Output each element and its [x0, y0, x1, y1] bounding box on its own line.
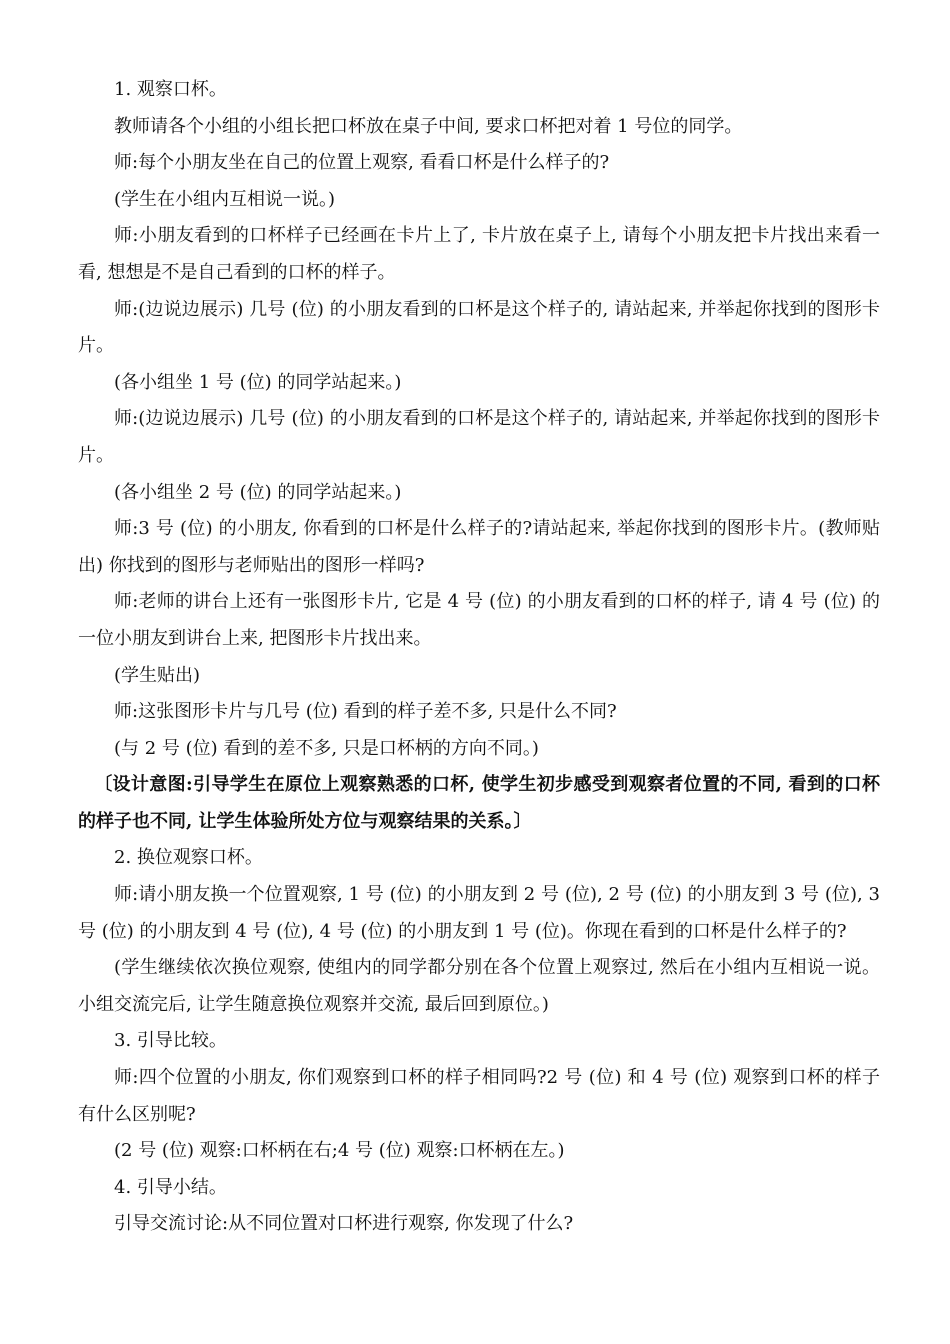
paragraph: (学生继续依次换位观察, 使组内的同学都分别在各个位置上观察过, 然后在小组内互相说一说。小组交流完后, 让学生随意换位观察并交流, 最后回到原位。) — [78, 957, 880, 1015]
heading-guide-compare: 3. 引导比较。 — [114, 1030, 227, 1052]
paragraph: (2 号 (位) 观察:口杯柄在右;4 号 (位) 观察:口杯柄在左。) — [114, 1140, 565, 1162]
paragraph: 教师请各个小组的小组长把口杯放在桌子中间, 要求口杯把对着 1 号位的同学。 — [114, 115, 743, 137]
paragraph: (各小组坐 1 号 (位) 的同学站起来。) — [114, 371, 402, 393]
paragraph: (与 2 号 (位) 看到的差不多, 只是口杯柄的方向不同。) — [114, 737, 539, 759]
design-intent-note: 〔设计意图:引导学生在原位上观察熟悉的口杯, 使学生初步感受到观察者位置的不同, 看到的口杯的样子也不同, 让学生体验所处方位与观察结果的关系。〕 — [78, 774, 880, 832]
paragraph: 引导交流讨论:从不同位置对口杯进行观察, 你发现了什么? — [114, 1213, 574, 1235]
paragraph: 师:3 号 (位) 的小朋友, 你看到的口杯是什么样子的?请站起来, 举起你找到的图形卡片。(教师贴出) 你找到的图形与老师贴出的图形一样吗? — [78, 518, 880, 576]
paragraph: (学生贴出) — [114, 664, 201, 686]
paragraph: 师:这张图形卡片与几号 (位) 看到的样子差不多, 只是什么不同? — [114, 701, 617, 723]
paragraph: (学生在小组内互相说一说。) — [114, 188, 336, 210]
paragraph: 师:小朋友看到的口杯样子已经画在卡片上了, 卡片放在桌子上, 请每个小朋友把卡片找出来看一看, 想想是不是自己看到的口杯的样子。 — [78, 225, 880, 283]
paragraph: 师:老师的讲台上还有一张图形卡片, 它是 4 号 (位) 的小朋友看到的口杯的样子, 请 4 号 (位) 的一位小朋友到讲台上来, 把图形卡片找出来。 — [78, 591, 880, 649]
paragraph: 师:四个位置的小朋友, 你们观察到口杯的样子相同吗?2 号 (位) 和 4 号 (位) 观察到口杯的样子有什么区别呢? — [78, 1067, 880, 1125]
heading-swap-position: 2. 换位观察口杯。 — [114, 847, 263, 869]
heading-observe-cup: 1. 观察口杯。 — [114, 79, 227, 100]
paragraph: (各小组坐 2 号 (位) 的同学站起来。) — [114, 481, 402, 503]
paragraph: 师:(边说边展示) 几号 (位) 的小朋友看到的口杯是这个样子的, 请站起来, 并举起你找到的图形卡片。 — [78, 298, 880, 357]
paragraph: 师:(边说边展示) 几号 (位) 的小朋友看到的口杯是这个样子的, 请站起来, 并举起你找到的图形卡片。 — [78, 408, 880, 466]
paragraph: 师:每个小朋友坐在自己的位置上观察, 看看口杯是什么样子的? — [114, 152, 610, 174]
heading-guide-summary: 4. 引导小结。 — [114, 1176, 227, 1198]
paragraph: 师:请小朋友换一个位置观察, 1 号 (位) 的小朋友到 2 号 (位), 2 号 (位) 的小朋友到 3 号 (位), 3 号 (位) 的小朋友到 4 号 (位), 4 号 (位) 的小朋友到 1 号 (位)。你现在看到的口杯是什么样子的? — [78, 884, 880, 942]
